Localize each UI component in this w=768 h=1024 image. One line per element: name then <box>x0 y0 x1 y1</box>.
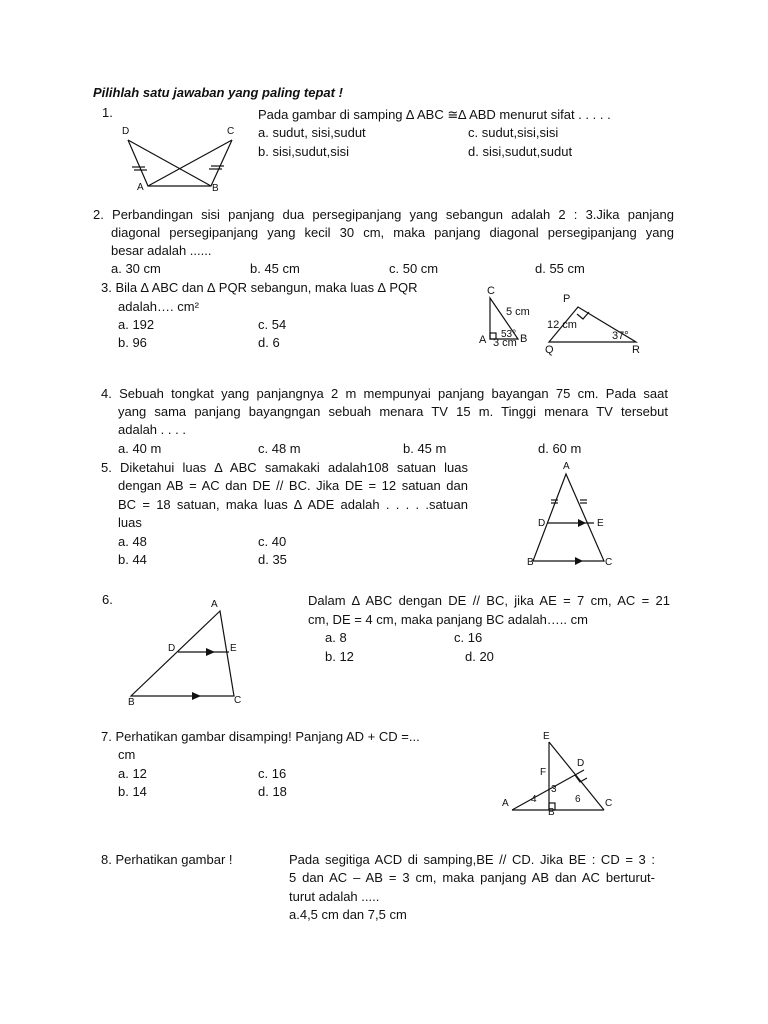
q1-label-a: A <box>137 182 144 193</box>
q5-line-4: luas <box>118 515 142 530</box>
q3-label-b: B <box>520 333 528 345</box>
q5-label-b: B <box>527 557 534 568</box>
q3-angle-b: 53° <box>501 329 517 340</box>
q6-number: 6. <box>102 592 113 607</box>
q7-label-a: A <box>502 798 509 809</box>
q1-label-c: C <box>227 126 235 137</box>
q7-length-3: 3 <box>551 784 557 795</box>
q8-line-2: 5 dan AC – AB = 3 cm, maka panjang AB dan AC berturut- <box>289 870 655 885</box>
q1-option-a[interactable]: a. sudut, sisi,sudut <box>258 125 366 140</box>
q2-line-3: besar adalah ...... <box>111 243 212 258</box>
q6-label-b: B <box>128 697 135 708</box>
q2-option-c[interactable]: c. 50 cm <box>389 261 439 276</box>
q5-line-2: dengan AB = AC dan DE // BC. Jika DE = 12 satuan dan <box>118 478 468 493</box>
q3-label-c: C <box>487 285 495 297</box>
q5-line-3: BC = 18 satuan, maka luas ∆ ADE adalah . . . . .satuan <box>118 497 468 512</box>
q7-line-1: 7. Perhatikan gambar disamping! Panjang AD + CD =... <box>101 729 420 744</box>
q6-option-c[interactable]: c. 16 <box>454 630 483 645</box>
q5-option-c[interactable]: c. 40 <box>258 534 287 549</box>
q3-label-p: P <box>563 293 571 305</box>
q7-label-d: D <box>577 758 585 769</box>
q3-label-q: Q <box>545 344 554 356</box>
q4-option-b[interactable]: b. 45 m <box>403 441 447 456</box>
q5-label-a: A <box>563 461 570 472</box>
q6-option-d[interactable]: d. 20 <box>465 649 494 664</box>
q1-label-d: D <box>122 126 130 137</box>
q5-line-1: 5. Diketahui luas ∆ ABC samakaki adalah108 satuan luas <box>101 460 468 475</box>
q7-length-4: 4 <box>531 794 537 805</box>
q3-option-c[interactable]: c. 54 <box>258 317 287 332</box>
q8-line-3: turut adalah ..... <box>289 889 380 904</box>
q3-option-b[interactable]: b. 96 <box>118 335 147 350</box>
q3-label-r: R <box>632 344 640 356</box>
q5-option-b[interactable]: b. 44 <box>118 552 147 567</box>
q2-option-b[interactable]: b. 45 cm <box>250 261 300 276</box>
q7-label-b: B <box>548 807 555 818</box>
instruction-heading: Pilihlah satu jawaban yang paling tepat ! <box>93 85 343 100</box>
q4-line-2: yang sama panjang bayangngan sebuah menara TV 15 m. Tinggi menara TV tersebut <box>118 404 668 419</box>
q5-option-a[interactable]: a. 48 <box>118 534 147 549</box>
q3-line-2: adalah…. cm² <box>118 299 199 314</box>
q2-option-a[interactable]: a. 30 cm <box>111 261 161 276</box>
q7-option-d[interactable]: d. 18 <box>258 784 287 799</box>
q2-option-d[interactable]: d. 55 cm <box>535 261 585 276</box>
q2-line-2: diagonal persegipanjang yang kecil 30 cm, maka panjang diagonal persegipanjang yang <box>111 225 674 240</box>
q3-option-d[interactable]: d. 6 <box>258 335 280 350</box>
q7-line-2: cm <box>118 747 136 762</box>
q8-lead: 8. Perhatikan gambar ! <box>101 852 233 867</box>
q3-length-ab: 3 cm <box>493 337 517 349</box>
q7-length-6: 6 <box>575 794 581 805</box>
q8-option-a[interactable]: a.4,5 cm dan 7,5 cm <box>289 907 407 922</box>
q6-label-c: C <box>234 695 242 706</box>
q6-option-b[interactable]: b. 12 <box>325 649 354 664</box>
q4-line-1: 4. Sebuah tongkat yang panjangnya 2 m mempunyai panjang bayangan 75 cm. Pada saat <box>101 386 668 401</box>
q3-line-1: 3. Bila ∆ ABC dan ∆ PQR sebangun, maka luas ∆ PQR <box>101 280 418 295</box>
q7-label-e: E <box>543 731 550 742</box>
q4-line-3: adalah . . . . <box>118 422 186 437</box>
q4-option-d[interactable]: d. 60 m <box>538 441 582 456</box>
q5-label-d: D <box>538 518 546 529</box>
q3-option-a[interactable]: a. 192 <box>118 317 155 332</box>
q1-text: Pada gambar di samping ∆ ABC ≅∆ ABD menurut sifat . . . . . <box>258 107 611 122</box>
q1-label-b: B <box>212 183 219 194</box>
q7-option-c[interactable]: c. 16 <box>258 766 287 781</box>
q6-option-a[interactable]: a. 8 <box>325 630 347 645</box>
q7-label-f: F <box>540 767 547 778</box>
q6-line-2: cm, DE = 4 cm, maka panjang BC adalah….. cm <box>308 612 588 627</box>
q2-line-1: 2. Perbandingan sisi panjang dua persegipanjang yang sebangun adalah 2 : 3.Jika panjang <box>93 207 674 222</box>
q3-length-cb: 5 cm <box>506 306 530 318</box>
q7-option-b[interactable]: b. 14 <box>118 784 147 799</box>
q1-number: 1. <box>102 105 113 120</box>
q6-label-a: A <box>211 599 218 610</box>
q3-length-pq: 12 cm <box>547 319 577 331</box>
q5-label-e: E <box>597 518 604 529</box>
q1-option-d[interactable]: d. sisi,sudut,sudut <box>468 144 573 159</box>
q4-option-c[interactable]: c. 48 m <box>258 441 301 456</box>
q8-line-1: Pada segitiga ACD di samping,BE // CD. Jika BE : CD = 3 : <box>289 852 655 867</box>
q5-label-c: C <box>605 557 613 568</box>
q1-option-b[interactable]: b. sisi,sudut,sisi <box>258 144 350 159</box>
q3-label-a: A <box>479 334 487 346</box>
q7-label-c: C <box>605 798 613 809</box>
q6-label-e: E <box>230 643 237 654</box>
q6-line-1: Dalam ∆ ABC dengan DE // BC, jika AE = 7 cm, AC = 21 <box>308 593 670 608</box>
q6-label-d: D <box>168 643 176 654</box>
q5-option-d[interactable]: d. 35 <box>258 552 287 567</box>
q4-option-a[interactable]: a. 40 m <box>118 441 162 456</box>
q1-option-c[interactable]: c. sudut,sisi,sisi <box>468 125 559 140</box>
q7-option-a[interactable]: a. 12 <box>118 766 147 781</box>
q3-angle-r: 37° <box>612 330 629 342</box>
